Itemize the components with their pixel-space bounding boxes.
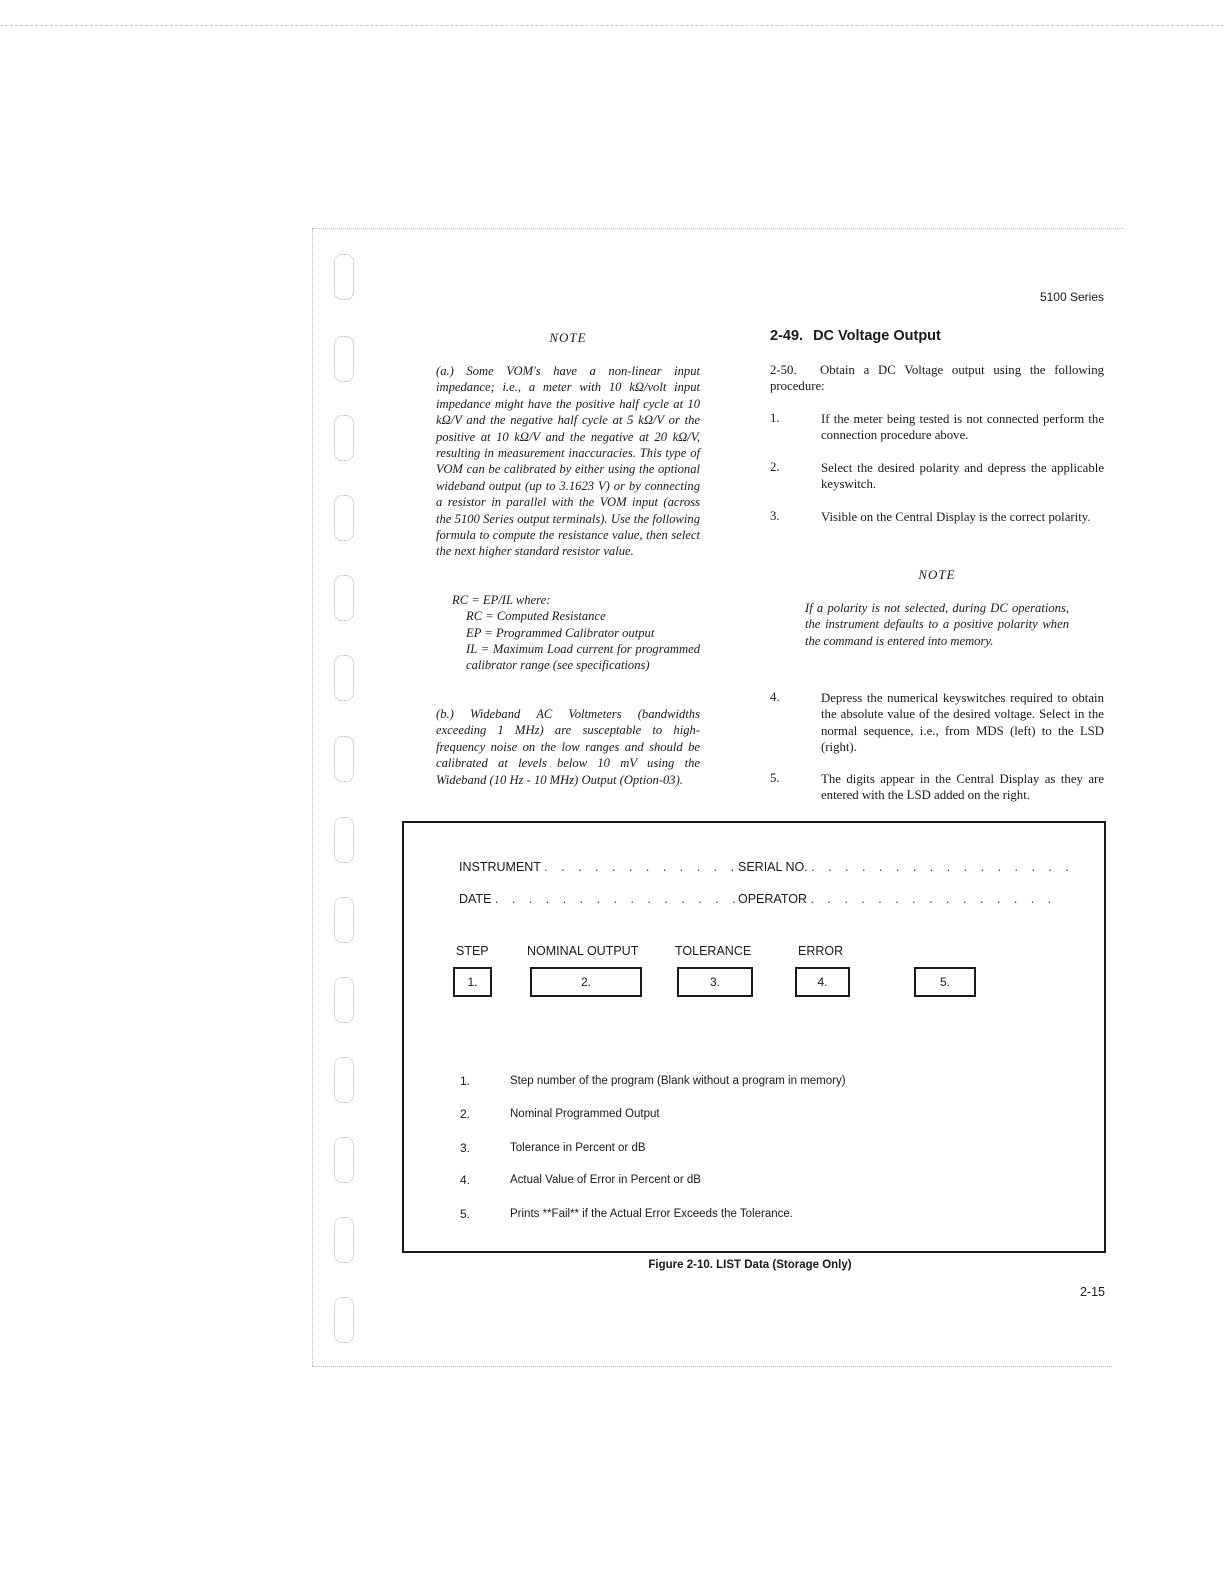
note-paragraph-b: (b.) Wideband AC Voltmeters (bandwidths exceeding 1 MHz) are susceptable to high-frequency noise on the low ranges and should be calibrated at levels below 10 mV using the Wideband (10 Hz - 10 MHz) Output (Option-03). <box>436 707 700 787</box>
binder-hole <box>334 1297 354 1343</box>
column-error: ERROR <box>798 944 844 958</box>
note-title: NOTE <box>549 330 587 345</box>
page-frame-bottom <box>312 1366 1112 1367</box>
legend-text: Prints **Fail** if the Actual Error Exceeds the Tolerance. <box>510 1208 793 1220</box>
date-label: DATE <box>459 892 492 906</box>
binder-hole <box>334 736 354 782</box>
legend-text: Nominal Programmed Output <box>510 1108 660 1120</box>
binder-hole <box>334 254 354 300</box>
binder-hole <box>334 1137 354 1183</box>
note-text: If a polarity is not selected, during DC operations, the instrument defaults to a positive polarity when the command is entered into memory. <box>805 601 1069 648</box>
formula-il: IL = Maximum Load current for programmed calibrator range (see specifications) <box>466 642 700 673</box>
leader-dots: . . . . . . . . . . . . <box>544 860 740 874</box>
paragraph-text: Obtain a DC Voltage output using the following procedure: <box>770 363 1104 394</box>
legend-text: Actual Value of Error in Percent or dB <box>510 1174 701 1186</box>
binder-hole <box>334 575 354 621</box>
field-box-error: 4. <box>795 967 850 997</box>
figure-box <box>402 821 1106 1253</box>
legend-text: Step number of the program (Blank without a program in memory) <box>510 1075 846 1087</box>
legend-number: 5. <box>460 1207 471 1221</box>
section-heading <box>770 328 951 344</box>
column-step: STEP <box>456 944 489 958</box>
serial-label: SERIAL NO. <box>738 860 808 874</box>
field-box-fail: 5. <box>914 967 976 997</box>
page-number: 2-15 <box>1079 1285 1105 1299</box>
figure-caption: Figure 2-10. LIST Data (Storage Only) <box>648 1259 852 1271</box>
paragraph-number: 2-50. <box>770 363 797 377</box>
leader-dots: . . . . . . . . . . . . . . . . <box>811 860 1074 874</box>
legend-number: 3. <box>460 1141 471 1155</box>
step-number: 3. <box>770 509 780 523</box>
step-text: Select the desired polarity and depress the applicable keyswitch. <box>821 461 1104 492</box>
serial-row <box>738 860 1074 874</box>
binder-hole <box>334 977 354 1023</box>
binder-hole <box>334 336 354 382</box>
leader-dots: . . . . . . . . . . . . . . . <box>494 892 741 906</box>
column-tolerance: TOLERANCE <box>675 944 752 958</box>
field-box-step: 1. <box>453 967 492 997</box>
binder-hole <box>334 817 354 863</box>
operator-row <box>738 892 1056 906</box>
legend-text: Tolerance in Percent or dB <box>510 1142 646 1154</box>
section-number: 2-49. <box>770 328 804 344</box>
scan-edge-line <box>0 25 1224 26</box>
column-nominal-output: NOMINAL OUTPUT <box>527 944 639 958</box>
legend-number: 4. <box>460 1173 471 1187</box>
step-text: Visible on the Central Display is the correct polarity. <box>821 510 1091 524</box>
step-text: The digits appear in the Central Display as they are entered with the LSD added on the right. <box>821 772 1104 803</box>
header-series: 5100 Series <box>1039 290 1104 304</box>
instrument-row <box>459 860 739 874</box>
note-paragraph-a: (a.) Some VOM's have a non-linear input impedance; i.e., a meter with 10 kΩ/volt input impedance might have the positive half cycle at 10 kΩ/V and the negative half cycle at 5 kΩ/V or the positive at 10 kΩ/V and the negative at 20 kΩ/V, resulting in measurement inaccuracies. This type of VOM can be calibrated by either using the optional wideband output (up to 3.1623 V) or by connecting a resistor in parallel with the VOM input (across the 5100 Series output terminals). Use the following formula to compute the resistance value, then select the next higher standard resistor value. <box>436 364 700 559</box>
binder-hole <box>334 897 354 943</box>
instrument-label: INSTRUMENT <box>459 860 541 874</box>
note-title: NOTE <box>918 567 956 582</box>
step-text: Depress the numerical keyswitches required to obtain the absolute value of the desired voltage. Select in the normal sequence, i.e., from MDS (left) to the LSD (right). <box>821 691 1104 755</box>
step-number: 2. <box>770 460 780 474</box>
step-number: 4. <box>770 690 780 704</box>
date-row <box>459 892 741 906</box>
step-text: If the meter being tested is not connected perform the connection procedure above. <box>821 412 1104 443</box>
step-number: 1. <box>770 411 780 425</box>
operator-label: OPERATOR <box>738 892 807 906</box>
legend-number: 1. <box>460 1074 471 1088</box>
formula-main: RC = EP/IL where: <box>452 593 551 607</box>
formula-rc: RC = Computed Resistance <box>466 609 606 623</box>
binder-hole <box>334 495 354 541</box>
binder-hole <box>334 415 354 461</box>
step-number: 5. <box>770 771 780 785</box>
binder-hole <box>334 655 354 701</box>
binder-hole <box>334 1217 354 1263</box>
field-box-nominal: 2. <box>530 967 642 997</box>
leader-dots: . . . . . . . . . . . . . . . <box>810 892 1057 906</box>
legend-number: 2. <box>460 1107 471 1121</box>
binder-hole <box>334 1057 354 1103</box>
paragraph-2-50 <box>770 362 1104 395</box>
field-box-tolerance: 3. <box>677 967 753 997</box>
page-frame-top <box>312 228 1124 229</box>
section-title: DC Voltage Output <box>813 328 941 344</box>
page-frame-left <box>312 228 313 1366</box>
formula-ep: EP = Programmed Calibrator output <box>466 626 655 640</box>
